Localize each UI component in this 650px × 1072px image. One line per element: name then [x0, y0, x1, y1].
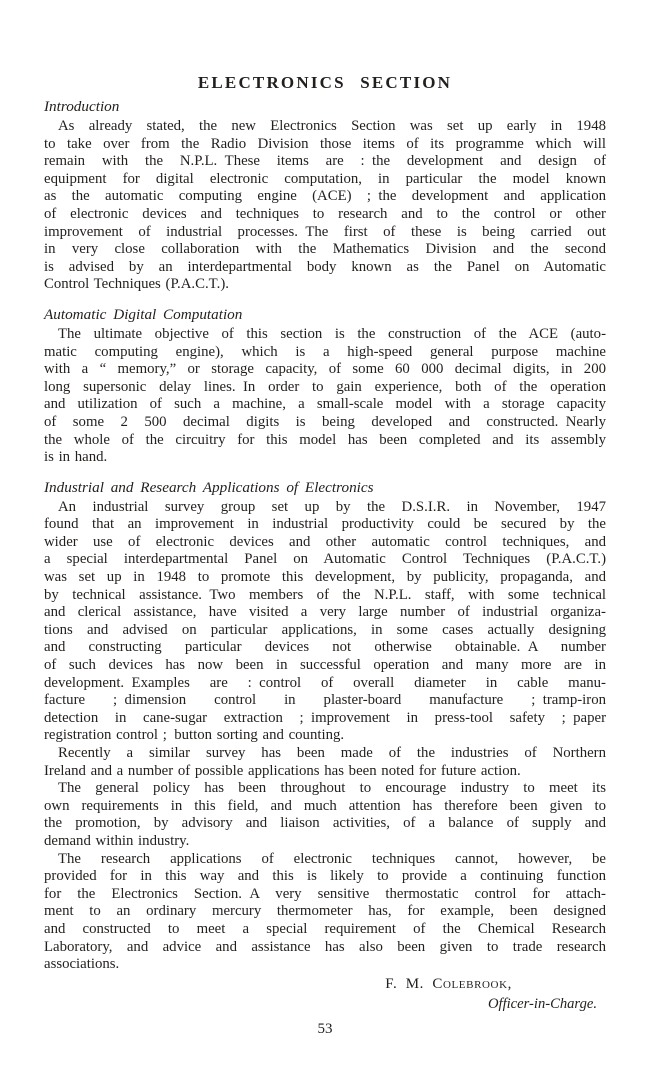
text-line: and constructed to meet a special requirement of the Chemical Research: [44, 920, 606, 937]
text-line: The ultimate objective of this section is the construction of the ACE (auto-: [58, 325, 606, 342]
text-line: own requirements in this field, and much attention has therefore been given to: [44, 797, 606, 814]
text-line: of some 2 500 decimal digits is being developed and constructed. Nearly: [44, 413, 606, 430]
text-line: found that an improvement in industrial productivity could be secured by the: [44, 516, 606, 533]
text-line: for the Electronics Section. A very sensitive thermostatic control for attach-: [44, 885, 606, 902]
text-line: and clerical assistance, have visited a very large number of industrial organiza-: [44, 604, 606, 621]
text-line: improvement of industrial processes. The first of these is being carried out: [44, 223, 606, 240]
text-line: tions and advised on particular applications, in some cases actually designing: [44, 621, 606, 638]
text-line: facture ; dimension control in plaster-board manufacture ; tramp-iron: [44, 692, 606, 709]
text-line: as the automatic computing engine (ACE) ; the development and application: [44, 188, 606, 205]
section-heading: Introduction: [44, 98, 120, 115]
text-line: The research applications of electronic techniques cannot, however, be: [58, 850, 606, 867]
text-line: detection in cane-sugar extraction ; improvement in press-tool safety ; paper: [44, 709, 606, 726]
text-line: is advised by an interdepartmental body known as the Panel on Automatic: [44, 258, 606, 275]
section-heading: Industrial and Research Applications of Electronics: [44, 478, 374, 496]
page-number: 53: [317, 1020, 333, 1037]
text-line: Ireland and a number of possible applications has been noted for future action.: [44, 762, 521, 779]
text-line: remain with the N.P.L. These items are : the development and design of: [44, 153, 606, 170]
paragraph: [44, 745, 606, 780]
page-title: ELECTRONICS SECTION: [197, 73, 453, 92]
text-line: Control Techniques (P.A.C.T.).: [44, 276, 229, 293]
paragraph: [44, 118, 606, 294]
text-line: is in hand.: [44, 449, 108, 466]
text-line: development. Examples are : control of overall diameter in cable manu-: [44, 674, 606, 691]
paragraph: [44, 851, 606, 974]
text-line: ment to an ordinary mercury thermometer has, for example, been designed: [44, 903, 606, 920]
text-line: of such devices has now been in successful operation and many more are in: [44, 657, 606, 674]
signature-block: [44, 974, 606, 1014]
signature-role: Officer-in-Charge.: [487, 995, 597, 1012]
text-line: As already stated, the new Electronics Section was set up early in 1948: [58, 118, 606, 134]
text-line: a special interdepartmental Panel on Automatic Control Techniques (P.A.C.T.): [44, 551, 606, 568]
paragraph: [44, 780, 606, 850]
text-line: to take over from the Radio Division those items of its programme which will: [44, 135, 606, 152]
text-line: by technical assistance. Two members of the N.P.L. staff, with some technical: [44, 586, 606, 603]
section-heading: Automatic Digital Computation: [44, 305, 243, 323]
text-line: An industrial survey group set up by the D.S.I.R. in November, 1947: [58, 498, 606, 515]
text-line: and constructing particular devices not otherwise obtainable. A number: [44, 639, 606, 656]
text-line: Laboratory, and advice and assistance has also been given to trade research: [44, 938, 606, 955]
text-line: demand within industry.: [44, 832, 190, 849]
text-line: the promotion, by advisory and liaison activities, of a balance of supply and: [44, 815, 606, 832]
text-line: was set up in 1948 to promote this development, by publicity, propaganda, and: [44, 569, 606, 586]
text-line: with a “ memory,” or storage capacity, of some 60 000 decimal digits, in 200: [44, 361, 606, 378]
text-line: registration control ; button sorting and counting.: [44, 727, 345, 744]
document-content: [44, 98, 606, 974]
text-line: provided for in this way and this is likely to provide a continuing function: [44, 868, 606, 885]
text-line: the whole of the circuitry for this model has been completed and its assembly: [44, 431, 606, 448]
text-line: of electronic devices and techniques to research and to the control or other: [44, 205, 606, 222]
signature-name: F. M. Colebrook,: [385, 975, 512, 992]
text-line: in very close collaboration with the Mathematics Division and the second: [44, 241, 606, 258]
text-line: equipment for digital electronic computation, in particular the model known: [44, 170, 606, 187]
text-line: matic computing engine), which is a high-speed general purpose machine: [44, 343, 606, 360]
text-line: long supersonic delay lines. In order to gain experience, both of the operation: [44, 378, 606, 395]
text-line: associations.: [44, 956, 120, 973]
text-line: wider use of electronic devices and other automatic control techniques, and: [44, 533, 606, 550]
text-line: The general policy has been throughout to encourage industry to meet its: [58, 780, 606, 797]
paragraph: [44, 499, 606, 745]
text-line: Recently a similar survey has been made of the industries of Northern: [58, 745, 606, 761]
paragraph: [44, 326, 606, 467]
text-line: and utilization of such a machine, a small-scale model with a storage capacity: [44, 396, 606, 413]
